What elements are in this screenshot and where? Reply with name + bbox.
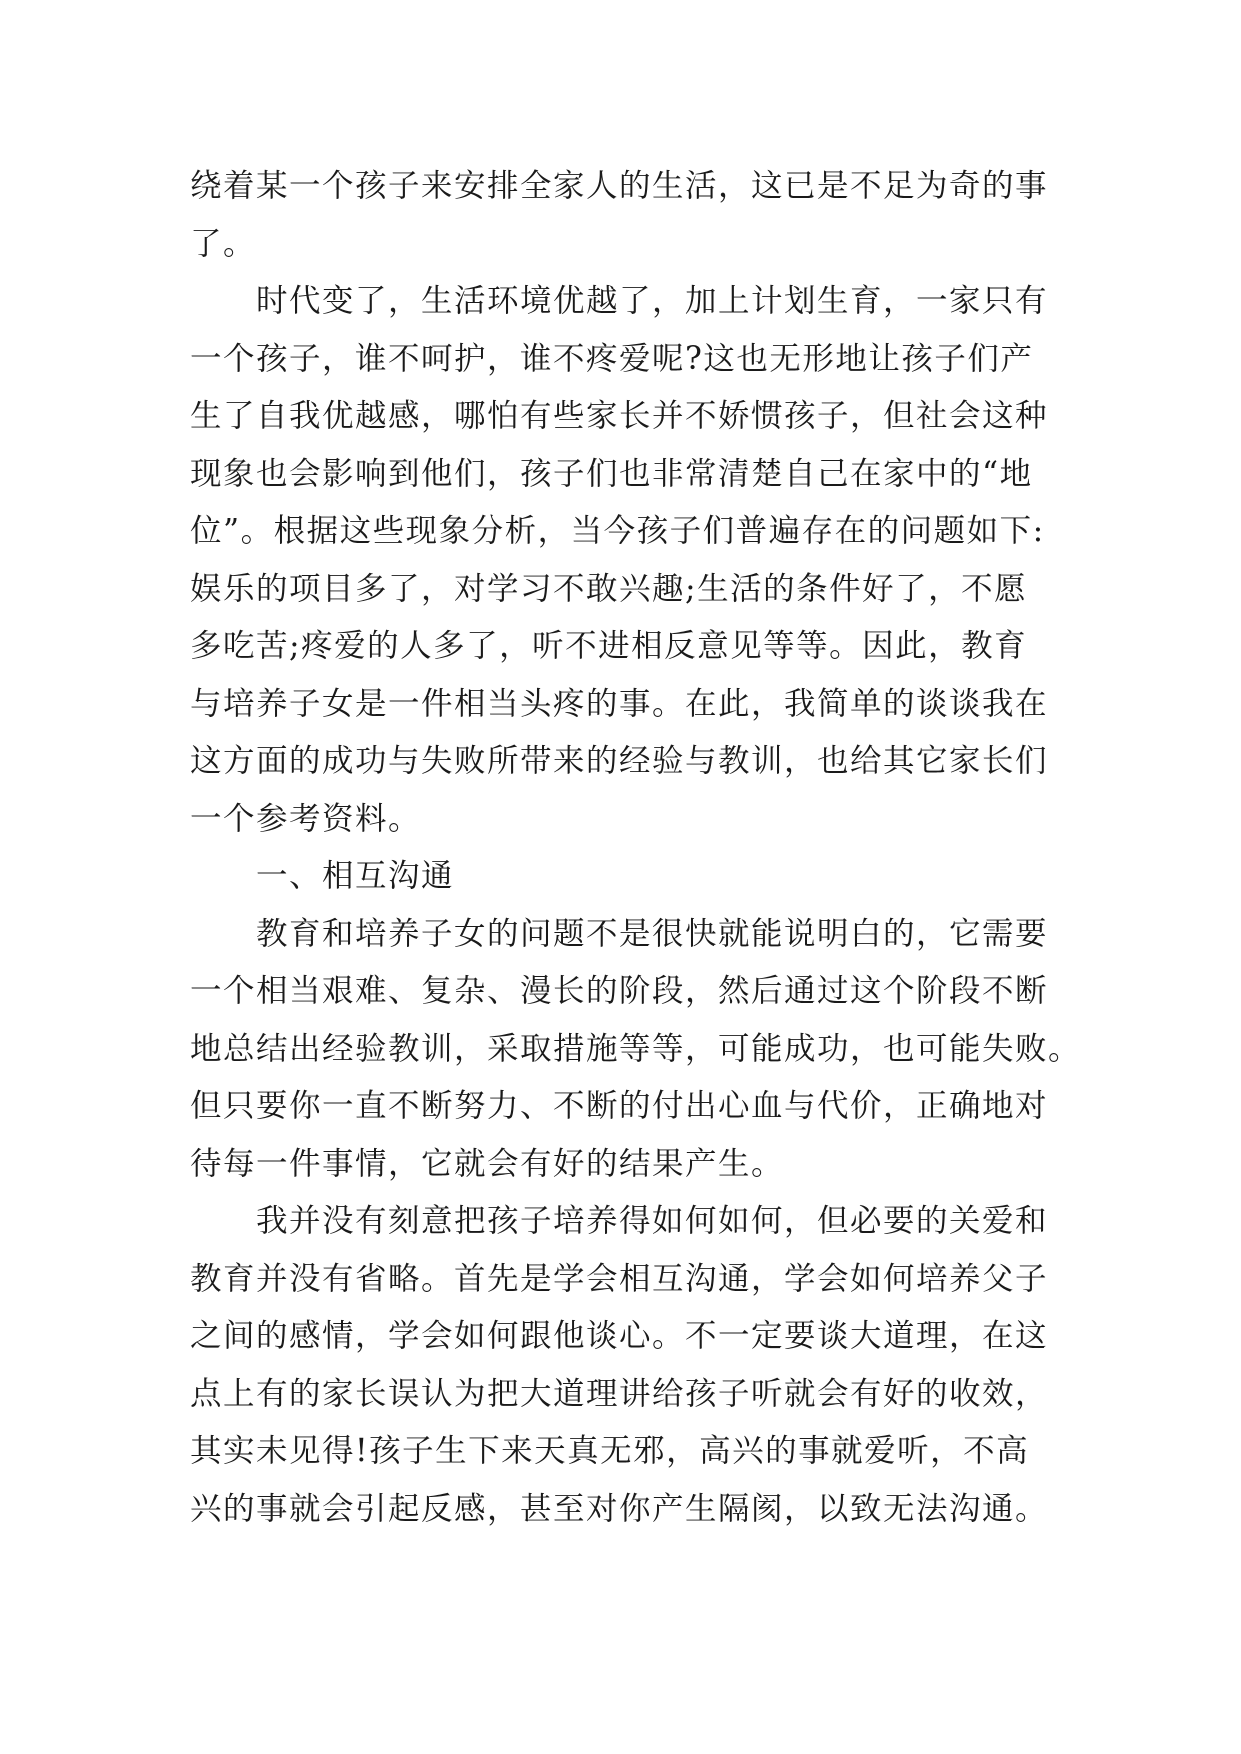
paragraph-start-line: 我并没有刻意把孩子培养得如何如何，但必要的关爱和 [256,1203,1049,1239]
text-line: 其实未见得!孩子生下来天真无邪，高兴的事就爱听，不高 [190,1433,1030,1469]
text-line: 了。 [190,225,257,262]
text-line: 娱乐的项目多了，对学习不敢兴趣;生活的条件好了，不愿 [190,570,1028,607]
text-line: 一个孩子，谁不呵护，谁不疼爱呢?这也无形地让孩子们产 [190,340,1034,377]
text-line: 与培养子女是一件相当头疼的事。在此，我简单的谈谈我在 [190,685,1049,722]
section-heading: 一、相互沟通 [256,858,455,894]
text-line: 地总结出经验教训，采取措施等等，可能成功，也可能失败。 [190,1030,1082,1067]
text-line: 之间的感情，学会如何跟他谈心。不一定要谈大道理，在这 [190,1318,1049,1354]
text-line: 生了自我优越感，哪怕有些家长并不娇惯孩子，但社会这种 [190,398,1049,434]
text-line: 一个参考资料。 [190,800,422,837]
text-line: 这方面的成功与失败所带来的经验与教训，也给其它家长们 [190,743,1049,779]
text-line: 位”。根据这些现象分析，当今孩子们普遍存在的问题如下: [190,513,1045,549]
text-line: 一个相当艰难、复杂、漫长的阶段，然后通过这个阶段不断 [190,973,1049,1009]
text-line: 教育并没有省略。首先是学会相互沟通，学会如何培养父子 [190,1260,1049,1297]
text-line: 点上有的家长误认为把大道理讲给孩子听就会有好的收效， [190,1375,1049,1412]
text-line: 现象也会影响到他们，孩子们也非常清楚自己在家中的“地 [190,455,1033,492]
paragraph-start-line: 教育和培养子女的问题不是很快就能说明白的，它需要 [256,915,1049,952]
paragraph-start-line: 时代变了，生活环境优越了，加上计划生育，一家只有 [256,283,1049,319]
text-line: 兴的事就会引起反感，甚至对你产生隔阂，以致无法沟通。 [190,1490,1049,1527]
body-text [190,158,1082,1538]
text-line: 多吃苦;疼爱的人多了，听不进相反意见等等。因此，教育 [190,628,1028,664]
text-line: 绕着某一个孩子来安排全家人的生活，这已是不足为奇的事 [190,168,1049,204]
text-line: 但只要你一直不断努力、不断的付出心血与代价，正确地对 [190,1088,1049,1124]
text-line: 待每一件事情，它就会有好的结果产生。 [190,1145,785,1182]
